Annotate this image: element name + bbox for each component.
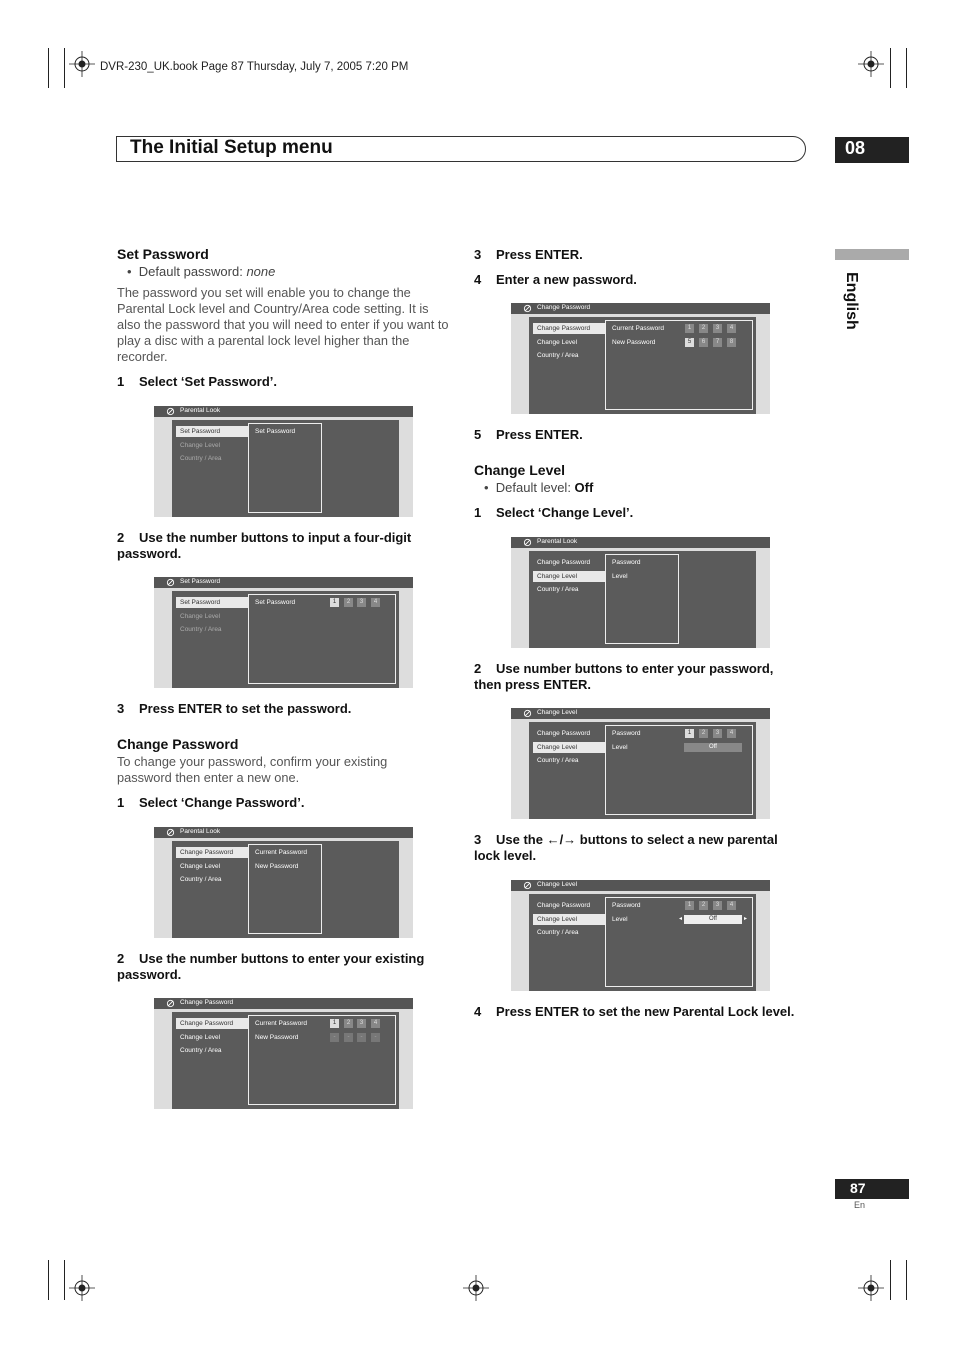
change-level-step-1 [474, 505, 804, 521]
page-number: 87 [850, 1180, 866, 1196]
set-password-heading: Set Password [117, 246, 209, 262]
set-password-step-1 [117, 374, 447, 390]
osd-screen-change-level-select [511, 537, 770, 648]
step-number: 3 [474, 832, 482, 847]
digit-box: 1 [330, 598, 339, 607]
digit-box: 1 [685, 901, 694, 910]
osd-right-label: Set Password [255, 428, 296, 435]
osd-right-label: New Password [612, 339, 656, 346]
osd-right-label: Password [612, 559, 641, 566]
crop-mark [890, 1260, 891, 1300]
change-password-step-5 [474, 427, 804, 443]
crop-mark [906, 48, 907, 88]
change-level-step-3 [474, 832, 804, 864]
step-number: 3 [117, 701, 125, 716]
lock-icon [166, 828, 175, 837]
crop-mark [64, 48, 65, 88]
digit-box: 4 [727, 324, 736, 333]
osd-menu-item[interactable]: Country / Area [537, 929, 579, 936]
set-password-step-2 [117, 530, 447, 562]
digit-box: 2 [699, 901, 708, 910]
page-title: The Initial Setup menu [130, 137, 333, 158]
digit-box: 1 [685, 324, 694, 333]
step-number: 3 [474, 247, 482, 262]
osd-screen-change-password-new [511, 303, 770, 414]
bullet-value: Off [574, 480, 594, 495]
osd-menu-item[interactable]: Country / Area [537, 757, 579, 764]
step-text: Use the number buttons to input a four-digit password. [117, 530, 412, 561]
osd-menu-item[interactable]: Change Password [537, 730, 591, 737]
digit-box-empty: - [330, 1033, 339, 1042]
step-number: 5 [474, 427, 482, 442]
osd-screen-change-level-select-new [511, 880, 770, 991]
registration-mark-icon [463, 1275, 489, 1301]
language-tab-label: English [843, 272, 860, 330]
bullet-label: Default level: [495, 480, 575, 495]
registration-mark-icon [858, 1275, 884, 1301]
arrow-left-icon[interactable]: ◂ [679, 916, 683, 922]
osd-title: Change Password [537, 304, 591, 311]
osd-screen-set-password-select [154, 406, 413, 517]
digit-box: 4 [727, 901, 736, 910]
step-text: Press ENTER to set the new Parental Lock level. [496, 1004, 795, 1019]
step-text: Press ENTER. [496, 247, 583, 262]
language-tab-bar [835, 249, 909, 260]
osd-menu-item[interactable]: Set Password [176, 597, 249, 608]
digit-box: 3 [357, 598, 366, 607]
change-password-heading: Change Password [117, 736, 239, 752]
digit-box: 1 [330, 1019, 339, 1028]
crop-mark [906, 1260, 907, 1300]
change-password-step-2 [117, 951, 447, 983]
osd-menu-item[interactable]: Change Level [180, 1034, 221, 1041]
digit-box-empty: - [344, 1033, 353, 1042]
step-number: 4 [474, 1004, 482, 1019]
osd-right-label: Current Password [612, 325, 665, 332]
change-level-step-4 [474, 1004, 814, 1020]
lock-icon [166, 407, 175, 416]
osd-right-label: Current Password [255, 849, 308, 856]
step-number: 2 [117, 951, 125, 966]
level-value-box[interactable]: Off [684, 915, 742, 924]
lock-icon [523, 538, 532, 547]
osd-screen-change-level-password [511, 708, 770, 819]
osd-menu-item[interactable]: Country / Area [180, 455, 222, 462]
bullet-value: none [246, 264, 276, 279]
step-number: 4 [474, 272, 482, 287]
osd-right-label: New Password [255, 1034, 299, 1041]
lock-icon [523, 304, 532, 313]
digit-box: 4 [371, 598, 380, 607]
step-number: 1 [474, 505, 482, 520]
osd-screen-set-password-input [154, 577, 413, 688]
step-text: Use the number buttons to enter your existing password. [117, 951, 425, 982]
osd-menu-item[interactable]: Country / Area [180, 876, 222, 883]
osd-title: Change Password [180, 999, 234, 1006]
step-text: Use number buttons to enter your password, then press ENTER. [474, 661, 774, 692]
step-number: 2 [474, 661, 482, 676]
step-number: 1 [117, 795, 125, 810]
osd-right-label: Level [612, 916, 628, 923]
digit-box: 3 [357, 1019, 366, 1028]
chapter-number: 08 [845, 138, 866, 158]
step-text: Press ENTER to set the password. [139, 701, 352, 716]
digit-box-empty: - [357, 1033, 366, 1042]
registration-mark-icon [858, 51, 884, 77]
change-password-step-3 [474, 247, 804, 263]
osd-menu-item[interactable]: Change Password [176, 847, 249, 858]
osd-menu-item[interactable]: Change Level [533, 742, 606, 753]
digit-box: 2 [699, 324, 708, 333]
digit-box: 6 [699, 338, 708, 347]
osd-screen-change-password-current [154, 998, 413, 1109]
osd-menu-item[interactable]: Change Password [537, 902, 591, 909]
lock-icon [166, 578, 175, 587]
osd-title: Parental Look [537, 538, 578, 545]
change-password-step-1 [117, 795, 447, 811]
digit-box: 5 [685, 338, 694, 347]
digit-box: 2 [699, 729, 708, 738]
crop-mark [64, 1260, 65, 1300]
osd-menu-item[interactable]: Change Level [533, 914, 606, 925]
osd-screen-change-password-select [154, 827, 413, 938]
registration-mark-icon [69, 51, 95, 77]
osd-menu-item[interactable]: Change Level [180, 863, 221, 870]
change-level-default: • Default level: Off [484, 480, 594, 495]
osd-menu-item[interactable]: Country / Area [537, 586, 579, 593]
osd-right-label: Level [612, 573, 628, 580]
lock-icon [166, 999, 175, 1008]
osd-menu-item[interactable]: Country / Area [180, 626, 222, 633]
change-password-step-4 [474, 272, 804, 288]
osd-title: Change Level [537, 881, 578, 888]
digit-box: 3 [713, 729, 722, 738]
crop-mark [48, 48, 49, 88]
digit-box: 3 [713, 324, 722, 333]
osd-menu-item[interactable]: Change Level [180, 613, 221, 620]
osd-right-label: Password [612, 902, 641, 909]
osd-menu-item[interactable]: Country / Area [537, 352, 579, 359]
crop-mark [48, 1260, 49, 1300]
print-info: DVR-230_UK.book Page 87 Thursday, July 7, 2005 7:20 PM [100, 61, 409, 73]
bullet-label: Default password: [138, 264, 247, 279]
step-text: Enter a new password. [496, 272, 637, 287]
osd-menu-item[interactable]: Change Password [537, 559, 591, 566]
digit-box: 8 [727, 338, 736, 347]
step-text: Select ‘Change Level’. [496, 505, 634, 520]
set-password-body: The password you set will enable you to change the Parental Lock level and Country/Area code setting. It is also the password that you will need to enter if you want to play a disc with a parental lock level higher than the recorder. [117, 285, 449, 364]
page-language: En [854, 1200, 866, 1210]
set-password-step-3 [117, 701, 447, 717]
osd-menu-item[interactable]: Change Password [533, 323, 606, 334]
osd-title: Parental Look [180, 828, 221, 835]
lock-icon [523, 709, 532, 718]
step-text: Press ENTER. [496, 427, 583, 442]
lock-icon [523, 881, 532, 890]
page-number-badge [835, 1179, 909, 1199]
set-password-default: • Default password: none [127, 264, 276, 279]
osd-menu-item[interactable]: Change Level [537, 339, 578, 346]
change-password-body: To change your password, confirm your existing password then enter a new one. [117, 754, 388, 785]
step-text: Select ‘Change Password’. [139, 795, 305, 810]
digit-box: 2 [344, 1019, 353, 1028]
crop-mark [890, 48, 891, 88]
digit-box-empty: - [371, 1033, 380, 1042]
digit-box: 1 [685, 729, 694, 738]
change-level-heading: Change Level [474, 462, 566, 478]
osd-title: Set Password [180, 578, 221, 585]
registration-mark-icon [69, 1275, 95, 1301]
step-text: Select ‘Set Password’. [139, 374, 278, 389]
digit-box: 4 [371, 1019, 380, 1028]
arrow-right-icon[interactable]: ▸ [744, 916, 748, 922]
digit-box: 7 [713, 338, 722, 347]
osd-menu-item[interactable]: Change Level [533, 571, 606, 582]
step-text: Use the ←/→ buttons to select a new parental lock level. [474, 832, 778, 863]
osd-menu-item[interactable]: Set Password [176, 426, 249, 437]
osd-title: Change Level [537, 709, 578, 716]
osd-right-label: Current Password [255, 1020, 308, 1027]
digit-box: 2 [344, 598, 353, 607]
osd-right-label: Level [612, 744, 628, 751]
digit-box: 4 [727, 729, 736, 738]
osd-menu-item[interactable]: Change Level [180, 442, 221, 449]
osd-menu-item[interactable]: Country / Area [180, 1047, 222, 1054]
osd-right-label: Set Password [255, 599, 296, 606]
level-value-box: Off [684, 743, 742, 752]
change-level-step-2 [474, 661, 804, 693]
step-number: 1 [117, 374, 125, 389]
osd-title: Parental Look [180, 407, 221, 414]
digit-box: 3 [713, 901, 722, 910]
step-number: 2 [117, 530, 125, 545]
osd-right-label: Password [612, 730, 641, 737]
osd-right-label: New Password [255, 863, 299, 870]
osd-menu-item[interactable]: Change Password [176, 1018, 249, 1029]
